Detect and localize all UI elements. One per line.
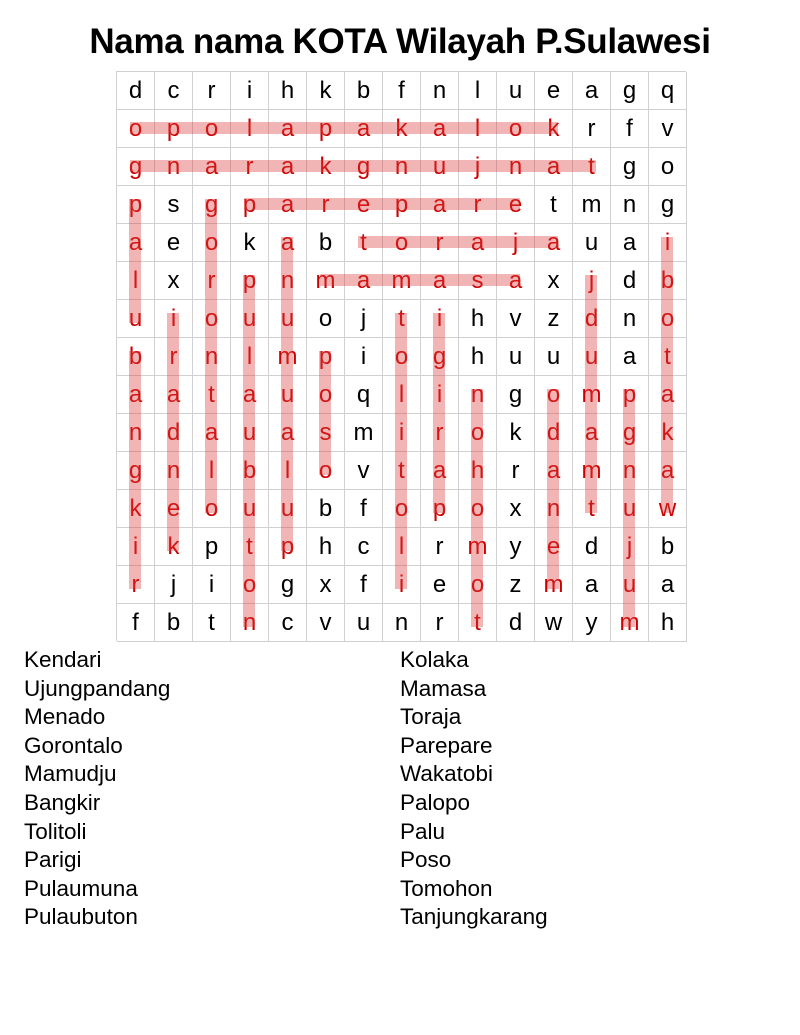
word-list-right [400,646,548,932]
grid-cell: b [307,224,345,262]
grid-cell: p [383,186,421,224]
grid-cell: k [307,72,345,110]
grid-cell: a [117,224,155,262]
grid-cell: e [155,224,193,262]
grid-cell: g [117,452,155,490]
grid-cell: v [649,110,687,148]
grid-cell: n [155,148,193,186]
grid-cell: t [459,604,497,642]
grid-cell: g [117,148,155,186]
grid-cell: u [269,376,307,414]
grid-cell: h [649,604,687,642]
grid-cell: i [231,72,269,110]
grid-cell: c [269,604,307,642]
word-list-item: Kolaka [400,647,469,672]
grid-cell: f [345,490,383,528]
grid-cell: u [269,300,307,338]
grid-cell: a [573,72,611,110]
grid-cell: b [117,338,155,376]
grid-cell: b [307,490,345,528]
grid-cell: m [307,262,345,300]
grid-cell: c [155,72,193,110]
grid-cell: g [193,186,231,224]
grid-cell: p [193,528,231,566]
grid-cell: n [497,148,535,186]
word-list-item: Tomohon [400,875,493,901]
grid-cell: b [345,72,383,110]
grid-cell: t [573,490,611,528]
grid-cell: x [307,566,345,604]
grid-cell: u [345,604,383,642]
word-list-item: Toraja [400,704,462,730]
word-list-item: Pulaumuna [24,875,138,901]
grid-cell: m [535,566,573,604]
grid-cell: p [231,186,269,224]
grid-cell: y [497,528,535,566]
grid-cell: t [649,338,687,376]
grid-cell: l [231,338,269,376]
grid-cell: a [345,110,383,148]
grid-cell: b [231,452,269,490]
grid-cell: b [649,528,687,566]
grid-cell: a [611,338,649,376]
grid-cell: a [535,148,573,186]
grid-cell: u [231,414,269,452]
page-title: Nama nama KOTA Wilayah P.Sulawesi [89,22,711,61]
grid-cell: r [117,566,155,604]
grid-cell: e [497,186,535,224]
grid-cell: r [421,528,459,566]
grid-cell: n [611,186,649,224]
grid-cell: l [459,72,497,110]
word-list-item: Parepare [400,732,493,758]
grid-cell: o [459,414,497,452]
grid-cell: a [649,566,687,604]
grid-cell: h [459,452,497,490]
grid-cell: p [117,186,155,224]
grid-cell: o [535,376,573,414]
grid-cell: p [611,376,649,414]
grid-cell: p [269,528,307,566]
grid-cell: d [497,604,535,642]
grid-cell: h [459,300,497,338]
grid-cell: a [193,148,231,186]
grid-cell: g [649,186,687,224]
grid-cell: r [155,338,193,376]
grid-cell: a [345,262,383,300]
grid-cell: l [269,452,307,490]
word-search-puzzle [116,71,686,641]
grid-cell: c [345,528,383,566]
grid-cell: o [459,566,497,604]
grid-cell: j [345,300,383,338]
grid-cell: r [421,224,459,262]
grid-cell: g [497,376,535,414]
word-list-left [24,646,170,932]
grid-cell: q [649,72,687,110]
grid-cell: o [497,110,535,148]
grid-cell: a [611,224,649,262]
grid-cell: n [611,300,649,338]
grid-cell: o [193,224,231,262]
grid-cell: n [193,338,231,376]
grid-cell: r [307,186,345,224]
grid-cell: v [345,452,383,490]
grid-cell: a [193,414,231,452]
grid-cell: a [269,186,307,224]
grid-cell: f [611,110,649,148]
grid-cell: l [117,262,155,300]
grid-cell: d [573,528,611,566]
grid-cell: u [231,490,269,528]
grid-cell: d [155,414,193,452]
grid-cell: a [459,224,497,262]
grid-cell: n [459,376,497,414]
grid-cell: i [649,224,687,262]
grid-cell: u [269,490,307,528]
grid-cell: q [345,376,383,414]
grid-cell: a [535,224,573,262]
grid-cell: d [611,262,649,300]
grid-cell: u [611,490,649,528]
grid-cell: n [269,262,307,300]
grid-cell: v [307,604,345,642]
word-list-item: Kendari [24,647,102,672]
grid-cell: m [459,528,497,566]
grid-cell: n [383,148,421,186]
grid-cell: g [345,148,383,186]
grid-cell: x [497,490,535,528]
grid-cell: w [535,604,573,642]
grid-cell: n [611,452,649,490]
grid-cell: i [117,528,155,566]
grid-cell: t [193,604,231,642]
grid-cell: n [231,604,269,642]
grid-cell: k [307,148,345,186]
word-list-item: Gorontalo [24,732,123,758]
grid-cell: d [573,300,611,338]
word-list-item: Tolitoli [24,818,87,844]
grid-cell: o [193,300,231,338]
grid-cell: e [155,490,193,528]
grid-cell: m [269,338,307,376]
grid-cell: k [649,414,687,452]
grid-cell: b [649,262,687,300]
grid-cell: t [383,452,421,490]
grid-cell: a [269,224,307,262]
grid-cell: w [649,490,687,528]
grid-cell: y [573,604,611,642]
grid-cell: i [383,414,421,452]
grid-cell: a [269,414,307,452]
grid-cell: i [383,566,421,604]
word-list-item: Mamudju [24,761,117,787]
grid-cell: p [155,110,193,148]
grid-cell: f [117,604,155,642]
grid-cell: i [421,300,459,338]
grid-cell: g [421,338,459,376]
grid-cell: j [497,224,535,262]
grid-cell: t [231,528,269,566]
grid-cell: a [155,376,193,414]
grid-cell: e [421,566,459,604]
word-list-item: Poso [400,847,452,873]
grid-cell: d [535,414,573,452]
grid-cell: p [307,338,345,376]
grid-cell: n [421,72,459,110]
grid-cell: r [421,414,459,452]
grid-cell: m [573,376,611,414]
grid-cell: j [459,148,497,186]
grid-cell: t [535,186,573,224]
grid-cell: o [459,490,497,528]
grid-cell: l [383,528,421,566]
word-list-item: Ujungpandang [24,675,171,701]
grid-cell: i [155,300,193,338]
grid-cell: a [421,452,459,490]
grid-cell: m [345,414,383,452]
grid-cell: r [573,110,611,148]
grid-cell: a [649,452,687,490]
word-list-item: Pulaubuton [24,904,138,930]
word-list-item: Mamasa [400,675,487,701]
grid-cell: a [117,376,155,414]
grid-cell: k [535,110,573,148]
grid-cell: m [573,186,611,224]
grid-cell: a [269,148,307,186]
grid-cell: o [383,224,421,262]
grid-cell: n [117,414,155,452]
grid-cell: n [535,490,573,528]
grid-cell: a [421,262,459,300]
word-list-item: Bangkir [24,789,101,815]
grid-cell: h [459,338,497,376]
word-list-item: Palu [400,818,446,844]
grid-cell: j [155,566,193,604]
word-list-item: Palopo [400,789,471,815]
grid-cell: o [231,566,269,604]
grid-cell: u [231,300,269,338]
grid-cell: i [421,376,459,414]
grid-cell: a [573,414,611,452]
grid-cell: f [383,72,421,110]
grid-cell: a [573,566,611,604]
grid-cell: p [307,110,345,148]
grid-cell: m [611,604,649,642]
grid-cell: u [535,338,573,376]
grid-cell: s [307,414,345,452]
grid-cell: a [497,262,535,300]
grid-cell: k [117,490,155,528]
word-list-item: Parigi [24,847,82,873]
grid-cell: o [649,300,687,338]
grid-cell: r [459,186,497,224]
grid-cell: v [497,300,535,338]
grid-cell: e [535,528,573,566]
grid-cell: o [307,376,345,414]
grid-cell: a [421,110,459,148]
grid-cell: t [383,300,421,338]
grid-cell: r [497,452,535,490]
grid-cell: l [193,452,231,490]
grid-cell: x [155,262,193,300]
grid-cell: k [383,110,421,148]
grid-cell: o [307,300,345,338]
grid-cell: u [611,566,649,604]
grid-cell: r [231,148,269,186]
grid-cell: m [383,262,421,300]
grid-cell: g [269,566,307,604]
grid-cell: b [155,604,193,642]
grid-cell: a [231,376,269,414]
grid-cell: o [307,452,345,490]
grid-cell: o [383,338,421,376]
grid-cell: u [497,338,535,376]
grid-cell: s [459,262,497,300]
grid-cell: u [421,148,459,186]
grid-cell: e [535,72,573,110]
grid-cell: t [193,376,231,414]
grid-cell: k [497,414,535,452]
grid-cell: t [573,148,611,186]
grid-cell: n [155,452,193,490]
grid-cell: l [383,376,421,414]
grid-cell: p [421,490,459,528]
grid-cell: g [611,148,649,186]
grid-cell: m [573,452,611,490]
grid-cell: d [117,72,155,110]
grid-cell: k [231,224,269,262]
grid-cell: u [117,300,155,338]
grid-cell: n [383,604,421,642]
word-list-item: Wakatobi [400,761,493,787]
grid-cell: p [231,262,269,300]
grid-cell: i [193,566,231,604]
grid-cell: s [155,186,193,224]
grid-cell: k [155,528,193,566]
grid-cell: a [535,452,573,490]
grid-cell: z [535,300,573,338]
grid-cell: f [345,566,383,604]
grid-cell: o [193,490,231,528]
grid-cell: t [345,224,383,262]
grid-cell: g [611,414,649,452]
grid-cell: o [649,148,687,186]
grid-cell: j [573,262,611,300]
grid-cell: r [421,604,459,642]
grid-cell: a [269,110,307,148]
grid-cell: r [193,72,231,110]
grid-cell: x [535,262,573,300]
grid-cell: u [573,338,611,376]
grid-cell: a [649,376,687,414]
word-list-item: Tanjungkarang [400,904,548,930]
grid-cell: i [345,338,383,376]
grid-cell: o [117,110,155,148]
word-list-item: Menado [24,704,106,730]
grid-cell: h [307,528,345,566]
grid-cell: l [459,110,497,148]
grid-cell: u [497,72,535,110]
grid-cell: u [573,224,611,262]
grid-cell: h [269,72,307,110]
grid-cell: g [611,72,649,110]
grid-cell: z [497,566,535,604]
grid-cell: r [193,262,231,300]
grid-cell: a [421,186,459,224]
grid-cell: o [193,110,231,148]
letter-grid [116,71,686,641]
grid-cell: j [611,528,649,566]
grid-cell: e [345,186,383,224]
grid-cell: l [231,110,269,148]
grid-cell: o [383,490,421,528]
